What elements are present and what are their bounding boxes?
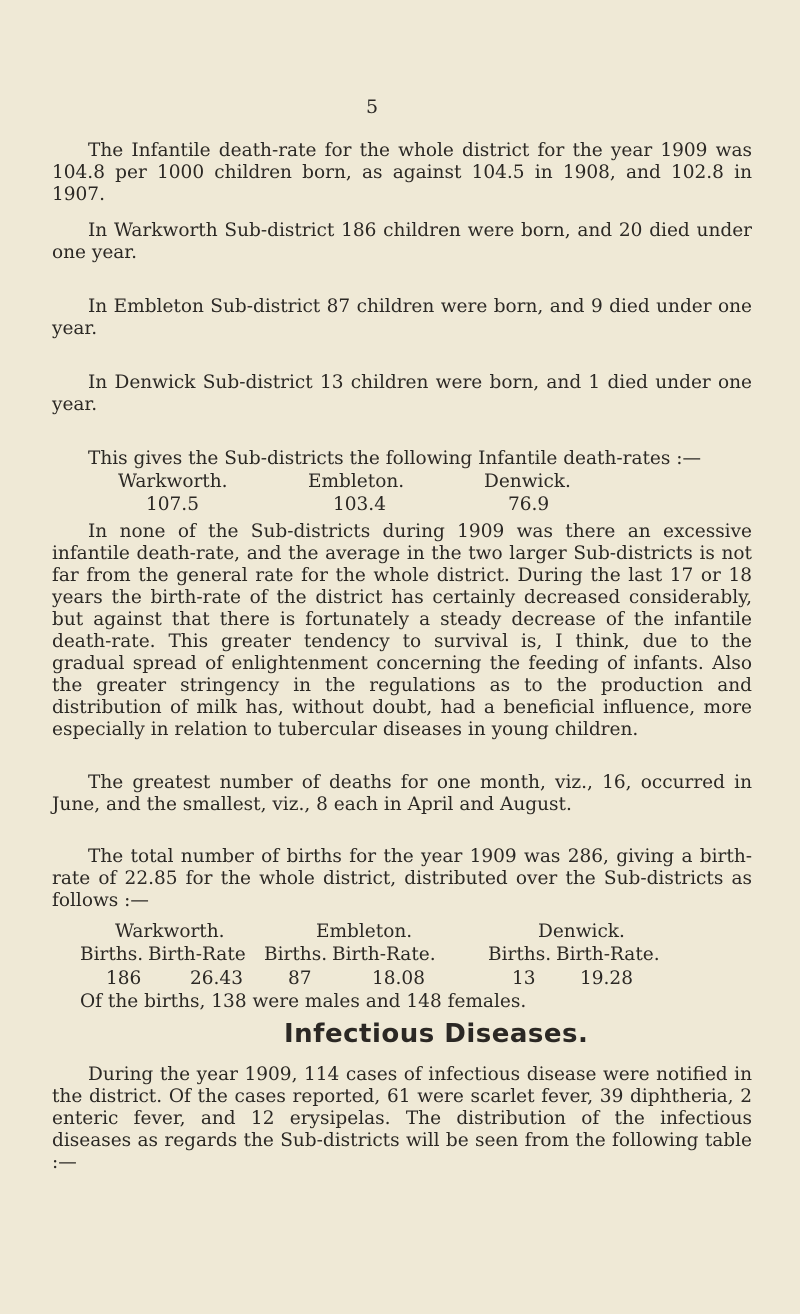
paragraph-embleton: In Embleton Sub-district 87 children were born, and 9 died under one year. [52, 296, 752, 339]
paragraph-sex-ratio: Of the births, 138 were males and 148 females. [80, 991, 527, 1012]
birth-table-header: Births. [264, 944, 328, 965]
birth-table-header: Birth-Rate. [332, 944, 436, 965]
paragraph-infantile-rate: The Infantile death-rate for the whole district for the year 1909 was 104.8 per 1000 children born, as against 104.5 in 1908, and 102.8 in 1907. [52, 140, 752, 205]
birth-table-district: Embleton. [316, 921, 413, 942]
page-number: 5 [366, 96, 379, 118]
birth-table-value: 186 [106, 968, 142, 989]
birth-table-value: 87 [288, 968, 312, 989]
birth-table-header: Births. [80, 944, 144, 965]
paragraph-monthly-deaths: The greatest number of deaths for one month, viz., 16, occurred in June, and the smallest, viz., 8 each in April and August. [52, 772, 752, 815]
death-rate-name: Embleton. [308, 471, 405, 492]
paragraph-infectious-diseases: During the year 1909, 114 cases of infectious disease were notified in the district. Of the cases reported, 61 were scarlet fever, 39 diphtheria, 2 enteric fever, and 12 erysipelas. The distribution of the infectious diseases as regards the Sub-districts will be seen from the following table :— [52, 1064, 752, 1173]
birth-table-value: 18.08 [372, 968, 425, 989]
paragraph-total-births: The total number of births for the year 1909 was 286, giving a birth-rate of 22.85 for the whole district, distributed over the Sub-districts as follows :— [52, 846, 752, 911]
birth-table-value: 19.28 [580, 968, 633, 989]
paragraph-denwick: In Denwick Sub-district 13 children were born, and 1 died under one year. [52, 372, 752, 415]
paragraph-discussion: In none of the Sub-districts during 1909 was there an excessive infantile death-rate, and the average in the two larger Sub-districts is not far from the general rate for the whole district. During the last 17 or 18 years the birth-rate of the district has certainly decreased considerably, but against that there is fortunately a steady decrease of the infantile death-rate. This greater tendency to survival is, I think, due to the gradual spread of enlightenment concerning the feeding of infants. Also the greater stringency in the regulations as to the production and distribution of milk has, without doubt, had a beneficial influence, more especially in relation to tubercular diseases in young children. [52, 521, 752, 740]
death-rate-value: 76.9 [508, 494, 550, 515]
birth-table-header: Birth-Rate. [556, 944, 660, 965]
death-rate-name: Warkworth. [118, 471, 228, 492]
birth-table-value: 26.43 [190, 968, 243, 989]
death-rate-value: 103.4 [333, 494, 386, 515]
paragraph-warkworth: In Warkworth Sub-district 186 children were born, and 20 died under one year. [52, 220, 752, 263]
paragraph-death-rates-intro: This gives the Sub-districts the following Infantile death-rates :— [88, 448, 701, 469]
death-rate-name: Denwick. [484, 471, 571, 492]
birth-table-district: Denwick. [538, 921, 625, 942]
section-heading: Infectious Diseases. [284, 1019, 589, 1049]
birth-table-header: Birth-Rate [148, 944, 246, 965]
birth-table-header: Births. [488, 944, 552, 965]
death-rate-value: 107.5 [146, 494, 199, 515]
birth-table-district: Warkworth. [115, 921, 225, 942]
birth-table-value: 13 [512, 968, 536, 989]
